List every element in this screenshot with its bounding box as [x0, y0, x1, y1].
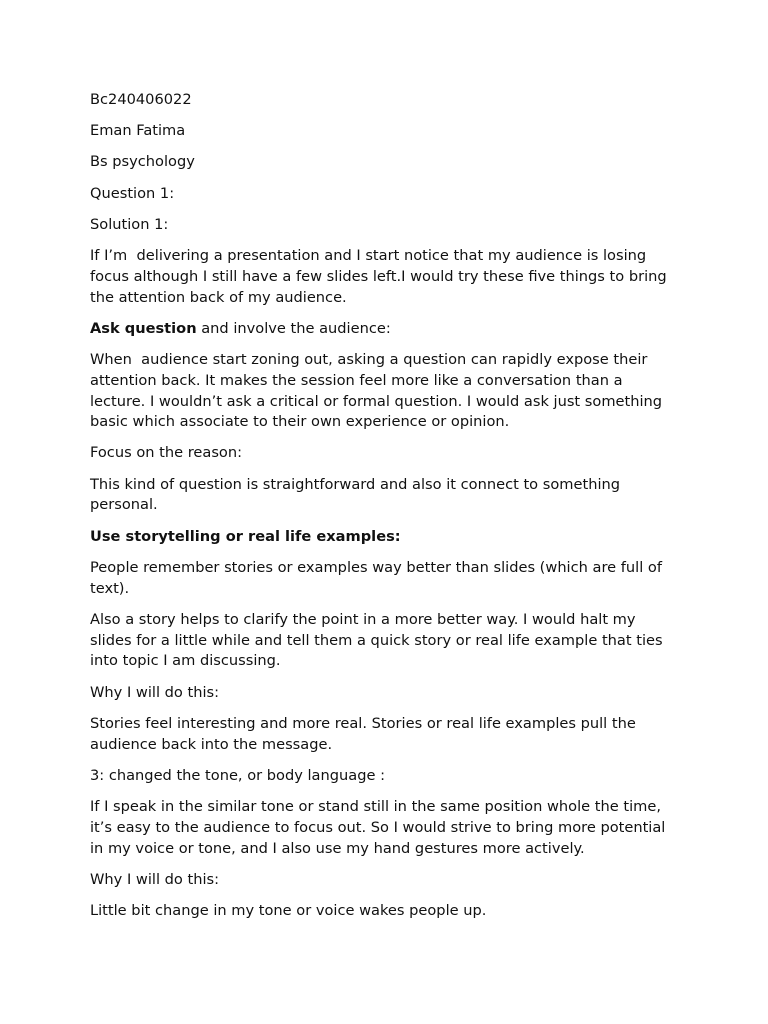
document-page [90, 90, 680, 932]
section2-reason-body: Stories feel interesting and more real. Stories or real life examples pull the audience back into the message. [90, 714, 641, 753]
section1-heading [90, 319, 680, 340]
section2-body2: Also a story helps to clarify the point in a more better way. I would halt my slides for a little while and tell them a quick story or real life example that ties into topic I am discussing. [90, 610, 668, 670]
section1-heading-rest: and involve the audience: [196, 319, 391, 337]
intro-paragraph: If I’m delivering a presentation and I start notice that my audience is losing focus although I still have a few slides left.I would try these five things to bring the attention back of my audience. [90, 246, 672, 306]
program: Bs psychology [90, 153, 195, 171]
section2-heading: Use storytelling or real life examples: [90, 527, 401, 545]
section1-reason-body: This kind of question is straightforward and also it connect to something personal. [90, 475, 625, 514]
student-name: Eman Fatima [90, 122, 186, 140]
section1-heading-bold: Ask question [90, 319, 197, 337]
question-heading: Question 1: [90, 184, 175, 202]
section2-body1: People remember stories or examples way better than slides (which are full of text). [90, 558, 667, 597]
section2-reason-heading: Why I will do this: [90, 683, 220, 701]
section1-body: When audience start zoning out, asking a question can rapidly expose their attention back. It makes the session feel more like a conversation than a lecture. I wouldn’t ask a critical or formal question. I would ask just something basic which associate to their own experience or opinion. [90, 350, 667, 431]
student-id: Bc240406022 [90, 91, 192, 108]
solution-heading: Solution 1: [90, 215, 169, 233]
section3-reason-heading: Why I will do this: [90, 870, 220, 888]
section3-heading: 3: changed the tone, or body language : [90, 766, 385, 784]
section1-reason-heading: Focus on the reason: [90, 444, 243, 462]
section3-reason-body: Little bit change in my tone or voice wakes people up. [90, 901, 487, 919]
section3-body: If I speak in the similar tone or stand still in the same position whole the time, it’s easy to the audience to focus out. So I would strive to bring more potential in my voice or tone, and I also use my hand gestures more actively. [90, 797, 671, 857]
